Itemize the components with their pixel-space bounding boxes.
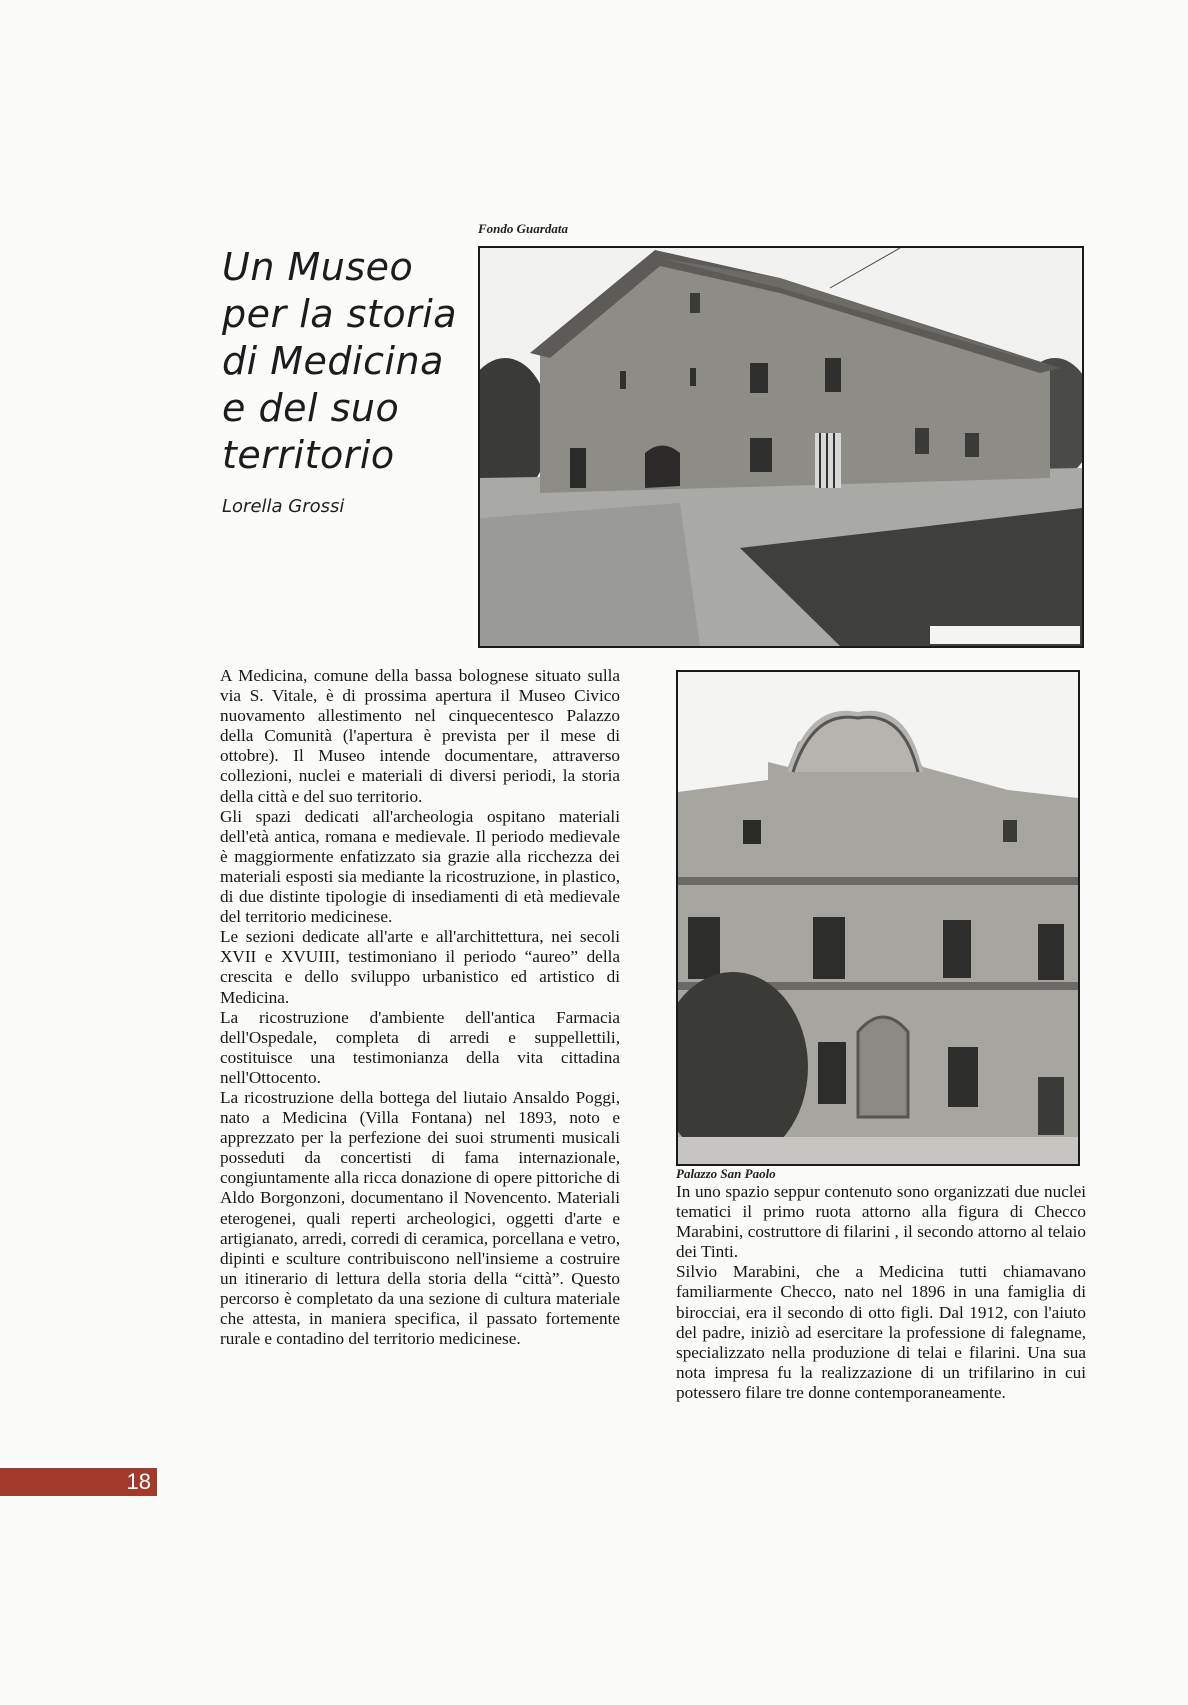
paragraph: A Medicina, comune della bassa bolognese situato sulla via S. Vitale, è di prossima apertura il Museo Civico nuovamento allestimento nel cinquecentesco Palazzo della Comunità (l'apertura è prevista per il mese di ottobre). Il Museo intende documentare, attraverso collezioni, nuclei e materiali di diversi periodi, la storia della città e del suo territorio.	[220, 666, 620, 806]
title-line: di Medicina	[222, 339, 444, 383]
farmhouse-illustration	[480, 248, 1082, 646]
paragraph: Le sezioni dedicate all'arte e all'archittettura, nei secoli XVII e XVUIII, testimoniano il periodo “aureo” della crescita e dello sviluppo urbanistico ed artistico di Medicina.	[220, 927, 620, 1007]
title-line: e del suo	[222, 386, 400, 430]
title-line: Un Museo	[222, 245, 414, 289]
page-number: 18	[126, 1469, 151, 1494]
palazzo-illustration	[678, 672, 1078, 1164]
paragraph: Gli spazi dedicati all'archeologia ospitano materiali dell'età antica, romana e medievale. Il periodo medievale è maggiormente enfatizzato sia grazie alla ricchezza dei materiali esposti sia mediante la ricostruzione, in plastico, di due distinte tipologie di insediamenti di età medievale del territorio medicinese.	[220, 806, 620, 927]
top-photo-caption: Fondo Guardata	[478, 221, 568, 236]
paragraph: Silvio Marabini, che a Medicina tutti chiamavano familiarmente Checco, nato nel 1896 in una famiglia di birocciai, era il secondo di otto figli. Dal 1912, con l'aiuto del padre, iniziò ad esercitare la professione di falegname, specializzato nella produzione di telai e filarini. Una sua nota impresa fu la realizzazione di un trifilarino in cui potessero filare tre donne contemporaneamente.	[676, 1262, 1086, 1402]
paragraph: La ricostruzione d'ambiente dell'antica Farmacia dell'Ospedale, completa di arredi e suppellettili, costituisce una testimonianza della vita cittadina nell'Ottocento.	[220, 1007, 620, 1087]
page-number-tab	[0, 1468, 157, 1496]
right-photo-caption: Palazzo San Paolo	[676, 1166, 776, 1181]
title-line: territorio	[222, 433, 395, 477]
title-line: per la storia	[222, 292, 458, 336]
left-text-column	[220, 666, 620, 1349]
palazzo-photo	[676, 670, 1080, 1166]
paragraph: La ricostruzione della bottega del liutaio Ansaldo Poggi, nato a Medicina (Villa Fontana) nel 1893, noto e apprezzato per la perfezione dei suoi strumenti musicali posseduti da concertisti di fama internazionale, congiuntamente alla ricca donazione di opere pittoriche di Aldo Borgonzoni, documentano il Novencento. Materiali eterogenei, quali reperti archeologici, oggetti d'arte e artigianato, arredi, corredi di ceramica, porcellana e vetro, dipinti e sculture contribuiscono nell'insieme a costruire un itinerario di lettura della storia della “città”. Questo percorso è completato da una sezione di cultura materiale che attesta, in maniera specifica, il passato fortemente rurale e contadino del territorio medicinese.	[220, 1087, 620, 1349]
author-name: Lorella Grossi	[222, 496, 345, 517]
farmhouse-photo	[478, 246, 1084, 648]
paragraph: In uno spazio seppur contenuto sono organizzati due nuclei tematici il primo ruota attorno alla figura di Checco Marabini, costruttore di filarini , il secondo attorno al telaio dei Tinti.	[676, 1182, 1086, 1262]
article-title	[222, 244, 462, 479]
right-text-column	[676, 1182, 1086, 1403]
